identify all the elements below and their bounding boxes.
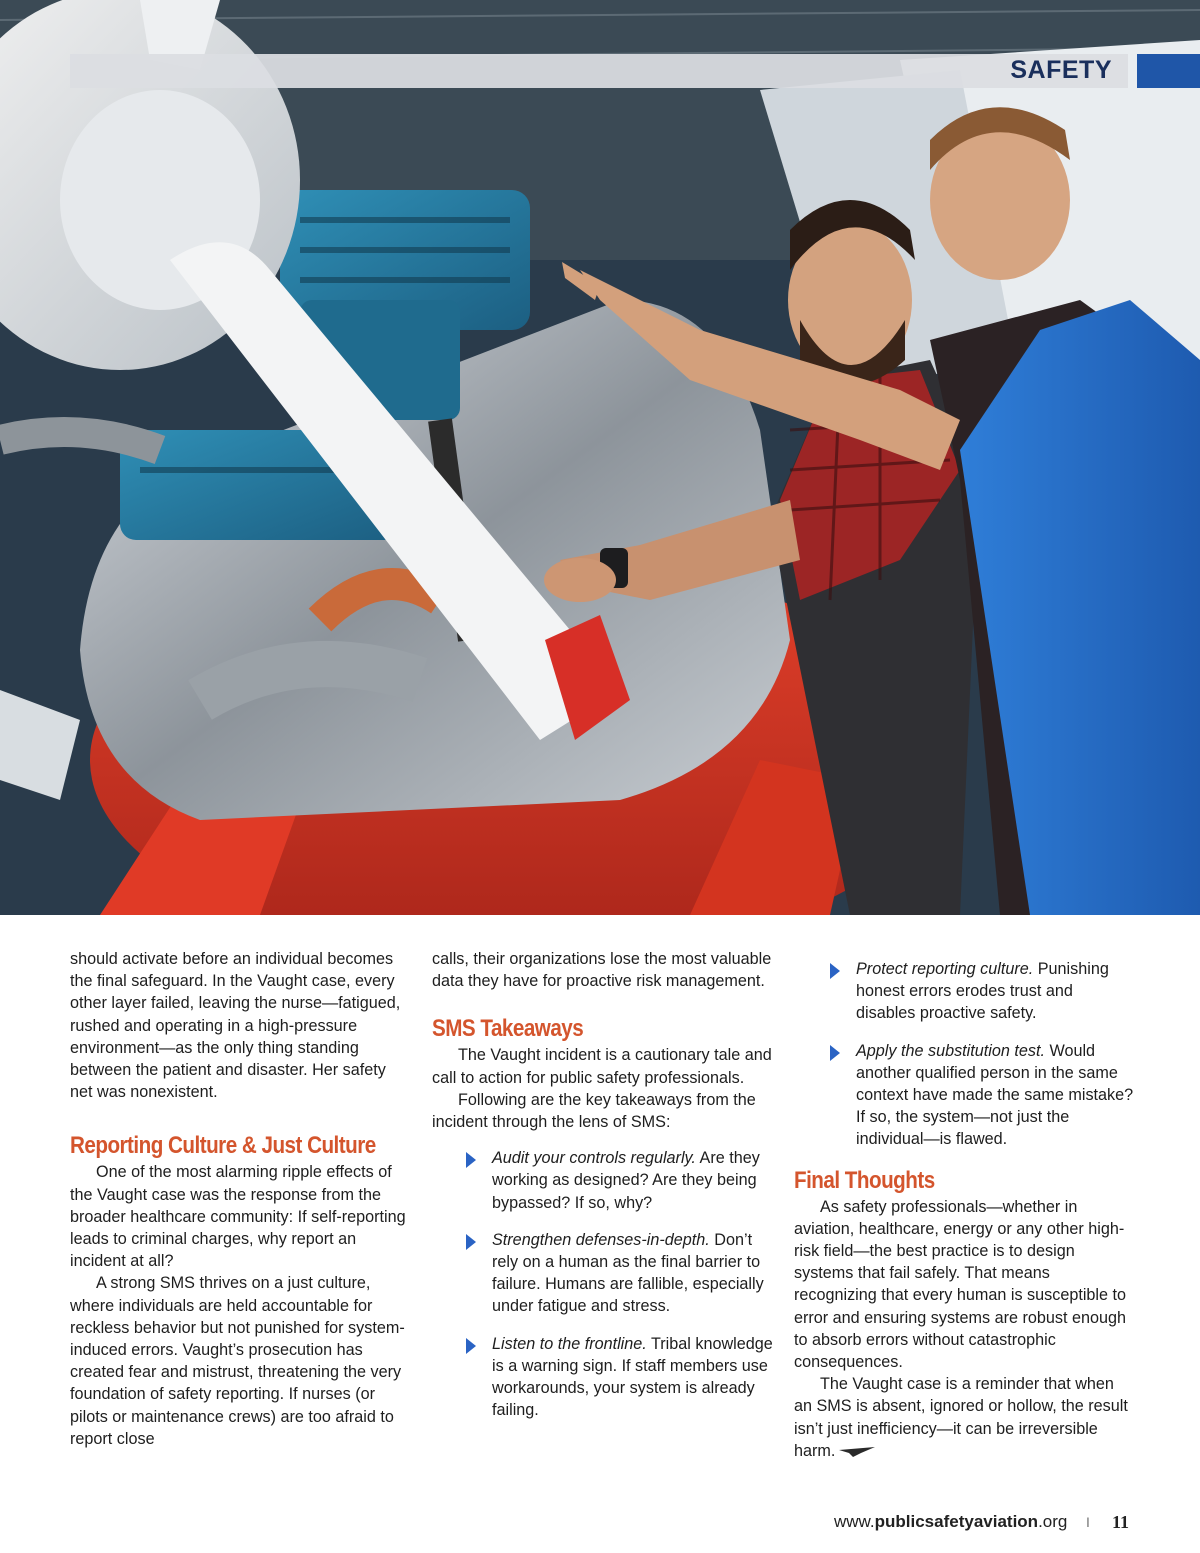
- list-item: [828, 958, 1134, 1025]
- paragraph: calls, their organizations lose the most valuable data they have for proactive risk management.: [432, 950, 772, 991]
- article-column-2: [432, 948, 777, 1436]
- paragraph: The Vaught incident is a cautionary tale and call to action for public safety professionals.: [432, 1046, 772, 1087]
- paragraph: One of the most alarming ripple effects of the Vaught case was the response from the broader healthcare community: If self-reporting leads to criminal charges, why report an incident at all?: [70, 1163, 406, 1271]
- page-number: 11: [1112, 1512, 1130, 1532]
- bullet-lead: Listen to the frontline.: [492, 1334, 647, 1353]
- article-column-1: [70, 948, 410, 1450]
- bullet-lead: Audit your controls regularly.: [492, 1149, 696, 1168]
- bullet-text: Would another qualified person in the same context have made the same mistake? If so, the system—not just the individual—is flawed.: [856, 1041, 1134, 1149]
- bullet-arrow-icon: [466, 1152, 476, 1168]
- section-heading-sms-takeaways: SMS Takeaways: [432, 1015, 584, 1043]
- takeaways-list-continued: [794, 958, 1134, 1151]
- bullet-lead: Apply the substitution test.: [856, 1041, 1045, 1060]
- paragraph: [794, 1373, 1134, 1462]
- end-of-article-icon: [839, 1447, 875, 1457]
- list-item: [464, 1147, 777, 1214]
- url-domain: publicsafetyaviation: [874, 1512, 1039, 1531]
- url-prefix: www.: [834, 1512, 875, 1531]
- bullet-arrow-icon: [466, 1338, 476, 1354]
- bullet-text: Don’t rely on a human as the final barrier to failure. Humans are fallible, especially under fatigue and stress.: [492, 1230, 764, 1316]
- article-column-3: [794, 948, 1134, 1462]
- bullet-text: Are they working as designed? Are they being bypassed? If so, why?: [492, 1149, 760, 1212]
- paragraph: As safety professionals—whether in aviation, healthcare, energy or any other high-risk field—the best practice is to design systems that fail safely. That means recognizing that every human is susceptible to error and ensuring systems are robust enough to absorb errors without catastrophic consequences.: [794, 1197, 1127, 1372]
- bullet-arrow-icon: [830, 963, 840, 979]
- banner-accent-block: [1137, 54, 1200, 88]
- section-banner: [70, 54, 1128, 88]
- list-item: [828, 1040, 1134, 1151]
- bullet-text: Tribal knowledge is a warning sign. If staff members use workarounds, your system is already failing.: [492, 1334, 773, 1420]
- takeaways-list: [432, 1147, 777, 1421]
- section-heading-reporting-culture: Reporting Culture & Just Culture: [70, 1132, 376, 1160]
- url-suffix: .org: [1038, 1512, 1068, 1531]
- paragraph: Following are the key takeaways from the incident through the lens of SMS:: [432, 1090, 756, 1132]
- list-item: [464, 1333, 777, 1422]
- paragraph: should activate before an individual becomes the final safeguard. In the Vaught case, every other layer failed, leaving the nurse—fatigued, rushed and operating in a high-pressure environment—as the only thing standing between the patient and disaster. Her safety net was nonexistent.: [70, 950, 401, 1102]
- list-item: [464, 1229, 777, 1318]
- section-heading-final-thoughts: Final Thoughts: [794, 1166, 935, 1194]
- bullet-arrow-icon: [830, 1045, 840, 1061]
- footer-url[interactable]: [834, 1512, 1067, 1532]
- footer-separator: I: [1086, 1514, 1090, 1530]
- closing-text: The Vaught case is a reminder that when an SMS is absent, ignored or hollow, the result isn’t just inefficiency—it can be irreversible harm.: [794, 1375, 1128, 1460]
- bullet-lead: Protect reporting culture.: [856, 960, 1034, 978]
- section-label: SAFETY: [1010, 56, 1112, 84]
- bullet-text: Punishing honest errors erodes trust and disables proactive safety.: [856, 960, 1109, 1023]
- bullet-lead: Strengthen defenses-in-depth.: [492, 1230, 710, 1249]
- bullet-arrow-icon: [466, 1234, 476, 1250]
- paragraph: A strong SMS thrives on a just culture, where individuals are held accountable for reckless behavior but not punished for system-induced errors. Vaught’s prosecution has created fear and mistrust, threatening the very foundation of safety reporting. If nurses (or pilots or maintenance crews) are too afraid to report close: [70, 1274, 405, 1448]
